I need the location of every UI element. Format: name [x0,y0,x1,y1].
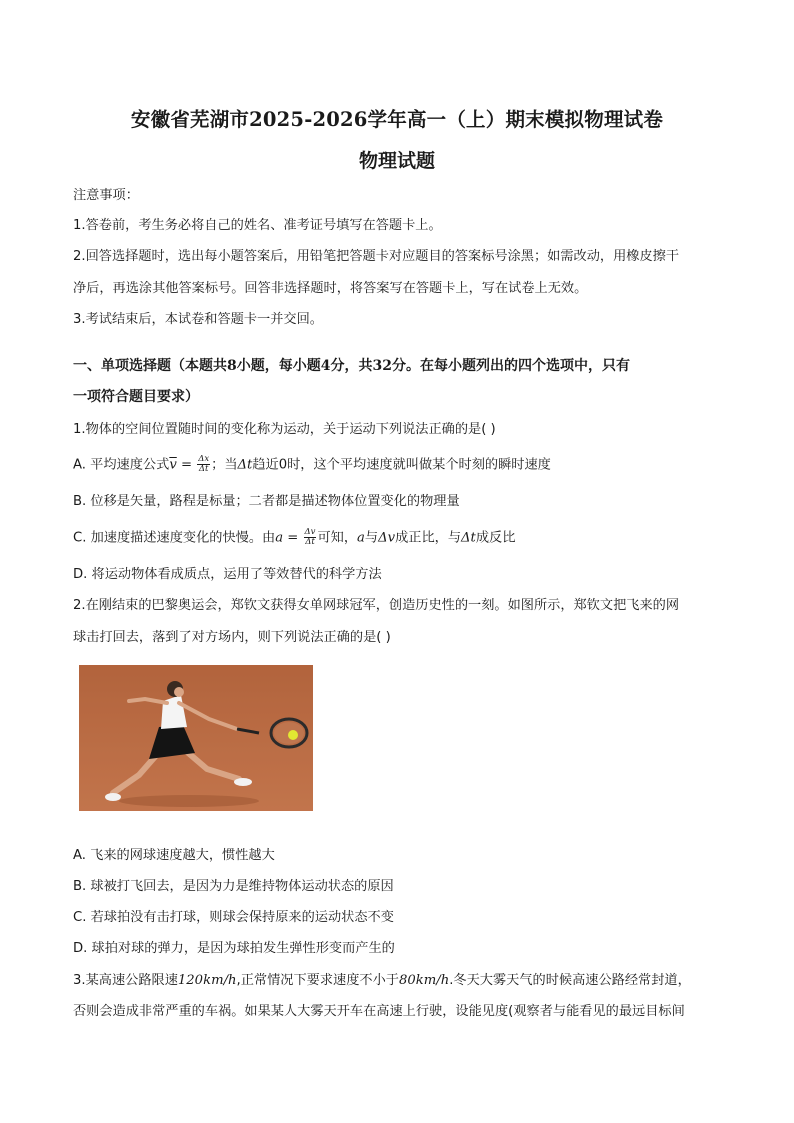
q1-a-fraction [197,455,210,474]
q3-stem [73,971,725,991]
notice-item-2-cont: 净后，再选涂其他答案标号。回答非选择题时，将答案写在答题卡上，写在试卷上无效。 [73,281,588,296]
q3-stem-cont: 否则会造成非常严重的车祸。如果某人大雾天开车在高速上行驶，设能见度(观察者与能看见的最远目标间 [73,1004,685,1019]
tennis-photo-illustration [79,665,313,811]
q3-text-2: ,正常情况下要求速度不小于 [236,973,399,988]
q3-text-1: 3.某高速公路限速 [73,973,178,988]
q1-c-dt: Δt [461,530,476,546]
q1-c-frac-num: Δv [304,527,316,537]
q1-option-c [73,528,725,549]
q1-a-mid: ；当 [211,457,238,473]
q1-option-d: D. 将运动物体看成质点，运用了等效替代的科学方法 [73,567,382,582]
q1-a-frac-num: Δx [198,454,210,464]
q1-option-b: B. 位移是矢量，路程是标量；二者都是描述物体位置变化的物理量 [73,494,460,509]
q1-c-mid3: 成正比，与 [395,530,462,546]
section-heading-cont: 一项符合题目要求） [73,389,199,405]
q1-c-dv: Δv [378,530,396,546]
q2-option-c: C. 若球拍没有击打球，则球会保持原来的运动状态不变 [73,910,394,925]
q1-c-mid1: 可知， [317,530,358,546]
q1-a-eq: = [176,457,197,473]
q1-a-frac-den: Δt [198,464,209,474]
q1-c-fraction [304,528,317,547]
notice-item-3: 3.考试结束后，本试卷和答题卡一并交回。 [73,312,323,327]
q1-c-eq: = [283,530,303,546]
q1-a-var: $\overline{v}$ [169,457,177,473]
q1-c-frac-den: Δt [305,537,315,547]
q3-speed-limit: 120km/h [177,973,237,988]
q3-min-speed: 80km/h [398,973,450,988]
q1-c-a: a [275,530,284,546]
exam-subtitle: 物理试题 [358,150,435,172]
q1-a-text: A. 平均速度公式 [73,457,170,473]
q1-stem: 1.物体的空间位置随时间的变化称为运动，关于运动下列说法正确的是( ) [73,422,496,437]
q2-option-b: B. 球被打飞回去，是因为力是维持物体运动状态的原因 [73,879,394,894]
q2-stem: 2.在刚结束的巴黎奥运会，郑钦文获得女单网球冠军，创造历史性的一刻。如图所示，郑钦文把飞来的网 [73,598,680,613]
q1-c-mid2: 与 [364,530,379,546]
q1-c-post: 成反比 [475,530,516,546]
q2-option-d: D. 球拍对球的弹力，是因为球拍发生弹性形变而产生的 [73,941,395,956]
q1-a-post: 趋近0时，这个平均速度就叫做某个时刻的瞬时速度 [252,457,551,473]
tennis-player-photo [79,665,313,811]
exam-title: 安徽省芜湖市2025-2026学年高一（上）期末模拟物理试卷 [130,108,664,131]
notice-heading: 注意事项： [73,188,139,203]
q3-text-3: .冬天大雾天气的时候高速公路经常封道， [449,973,691,988]
q1-c-a2: a [357,530,365,546]
notice-item-1: 1.答卷前，考生务必将自己的姓名、准考证号填写在答题卡上。 [73,218,442,233]
q2-option-a: A. 飞来的网球速度越大，惯性越大 [73,848,275,863]
q1-c-text: C. 加速度描述速度变化的快慢。由 [73,530,276,546]
q2-stem-cont: 球击打回去，落到了对方场内，则下列说法正确的是( ) [73,630,391,645]
section-heading: 一、单项选择题（本题共8小题，每小题4分，共32分。在每小题列出的四个选项中，只有 [73,358,630,374]
q1-option-a [73,455,725,476]
q1-a-dt: Δt [237,457,253,473]
notice-item-2: 2.回答选择题时，选出每小题答案后，用铅笔把答题卡对应题目的答案标号涂黑；如需改动，用橡皮擦干 [73,249,680,264]
